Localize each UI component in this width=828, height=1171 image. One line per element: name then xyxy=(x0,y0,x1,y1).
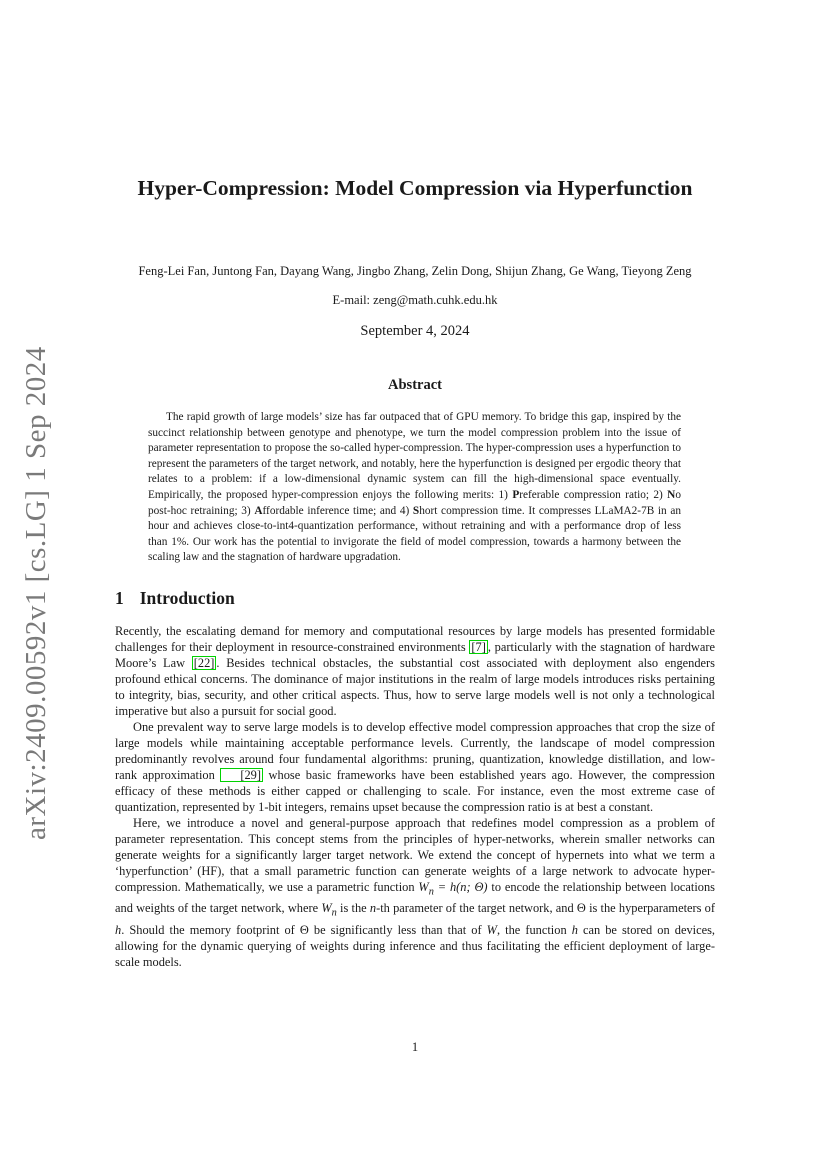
paragraph-text: , the function xyxy=(497,922,572,937)
abstract-text-part: It compresses LLaMA2-7B in an hour and achieves close-to-int4-quantization performance, without retraining and with a performance drop of less than 1%. Our work has the potential to invigorate the field of model compression, towards a harmony between the scaling law and the stagnation of hardware upgradation. xyxy=(148,504,682,564)
section-number: 1 xyxy=(115,588,124,608)
citation-link-29[interactable]: [29] xyxy=(220,768,263,782)
math-symbol-h: h xyxy=(115,922,122,937)
page-number: 1 xyxy=(411,1040,419,1054)
math-subscript-n: n xyxy=(428,886,434,898)
abstract-text-part: The rapid growth of large models’ size has far outpaced that of GPU memory. To bridge this gap, inspired by the succinct relationship between genotype and phenotype, we turn the model compression problem into the issue of parameter representation to propose the so-called hyper-compression. The hyper-compression uses a hyperfunction to represent the parameters of the target network, and notably, here the hyperfunction is designed per ergodic theory that relates to a problem: if a low-dimensional dynamic system can fill the high-dimensional space eventually. Empirically, the proposed hyper-compression enjoys the following merits: 1) xyxy=(148,411,681,501)
merit-letter-s: S xyxy=(412,504,420,517)
section-heading-introduction xyxy=(115,588,235,609)
contact-email: E-mail: zeng@math.cuhk.edu.hk xyxy=(332,293,498,307)
author-list: Feng-Lei Fan, Juntong Fan, Dayang Wang, Jingbo Zhang, Zelin Dong, Shijun Zhang, Ge Wang, Tieyong Zeng xyxy=(138,264,692,278)
paragraph-text: is the xyxy=(336,901,370,916)
section-title: Introduction xyxy=(139,588,235,608)
merit-1-text: referable compression ratio; 2) xyxy=(519,488,668,501)
paragraph-text: One prevalent way to serve large models is to develop effective model compression approaches that crop the size of large models while maintaining acceptable performance levels. Currently, the landscape of model compression predominantly revolves around four fundamental algorithms: pruning, quantization, knowledge distillation, and low-rank approximation xyxy=(115,720,715,782)
paragraph-text: whose basic frameworks have been established years ago. However, the compression efficacy of these methods is either capped or challenging to scale. For instance, even the most extreme case of quantization, represented by 1-bit integers, remains upset because the compression ratio is at best a constant. xyxy=(115,768,715,814)
math-symbol-w: W xyxy=(486,922,497,937)
paragraph-text: , particularly with the stagnation of hardware Moore’s Law xyxy=(115,640,715,670)
paper-title: Hyper-Compression: Model Compression via Hyperfunction xyxy=(137,176,693,200)
math-symbol-w: W xyxy=(418,880,429,894)
paragraph-text: Recently, the escalating demand for memory and computational resources by large models has presented formidable challenges for their deployment in resource-constrained environments xyxy=(115,624,715,654)
math-subscript-n: n xyxy=(331,907,337,919)
intro-paragraph-3 xyxy=(115,815,715,970)
math-symbol-w: W xyxy=(321,901,332,916)
paragraph-text: Here, we introduce a novel and general-purpose approach that redefines model compression as a problem of parameter representation. This concept stems from the principles of hyper-networks, wherein smaller networks can generate weights for a significantly larger target network. We extend the concept of hypernets into what we term a ‘hyperfunction’ (HF), that a small parametric function can generate weights of a large network to advocate hyper-compression. Mathematically, we use a parametric function xyxy=(115,816,715,894)
abstract-heading: Abstract xyxy=(388,377,442,393)
paragraph-text: -th parameter of the target network, and Θ is the hyperparameters of xyxy=(376,901,715,916)
abstract-text xyxy=(148,410,681,566)
merit-3-text: ffordable inference time; and 4) xyxy=(262,504,413,517)
paragraph-text: . Should the memory footprint of Θ be significantly less than that of xyxy=(121,922,487,937)
paragraph-text: . Besides technical obstacles, the substantial cost associated with deployment also engenders profound ethical concerns. The dominance of major institutions in the realm of large models introduces risks pertaining to integrity, bias, security, and other critical aspects. Thus, how to serve large models well is not only a technological imperative but also a pursuit for social good. xyxy=(115,656,715,718)
merit-letter-a: A xyxy=(254,504,263,517)
merit-letter-n: N xyxy=(667,488,676,501)
citation-link-22[interactable]: [22] xyxy=(193,656,215,670)
arxiv-identifier-stamp: arXiv:2409.00592v1 [cs.LG] 1 Sep 2024 xyxy=(20,346,52,840)
paragraph-text: can be stored on devices, allowing for the dynamic querying of weights during inference and thus facilitating the efficient deployment of large-scale models. xyxy=(115,922,715,969)
introduction-body xyxy=(115,623,715,970)
citation-link-7[interactable]: [7] xyxy=(471,640,486,654)
math-symbol-n: n xyxy=(369,901,377,916)
publication-date: September 4, 2024 xyxy=(360,323,470,339)
paragraph-text: to encode the relationship between locations and weights of the target network, where xyxy=(115,880,715,916)
math-expression: = h(n; Θ) xyxy=(433,880,488,894)
intro-paragraph-2 xyxy=(115,719,715,815)
merit-4-text: hort compression time. xyxy=(419,504,525,517)
merit-2-text: o post-hoc retraining; 3) xyxy=(148,488,681,517)
intro-paragraph-1 xyxy=(115,623,715,719)
math-symbol-h: h xyxy=(571,922,578,937)
merit-letter-p: P xyxy=(512,488,520,501)
